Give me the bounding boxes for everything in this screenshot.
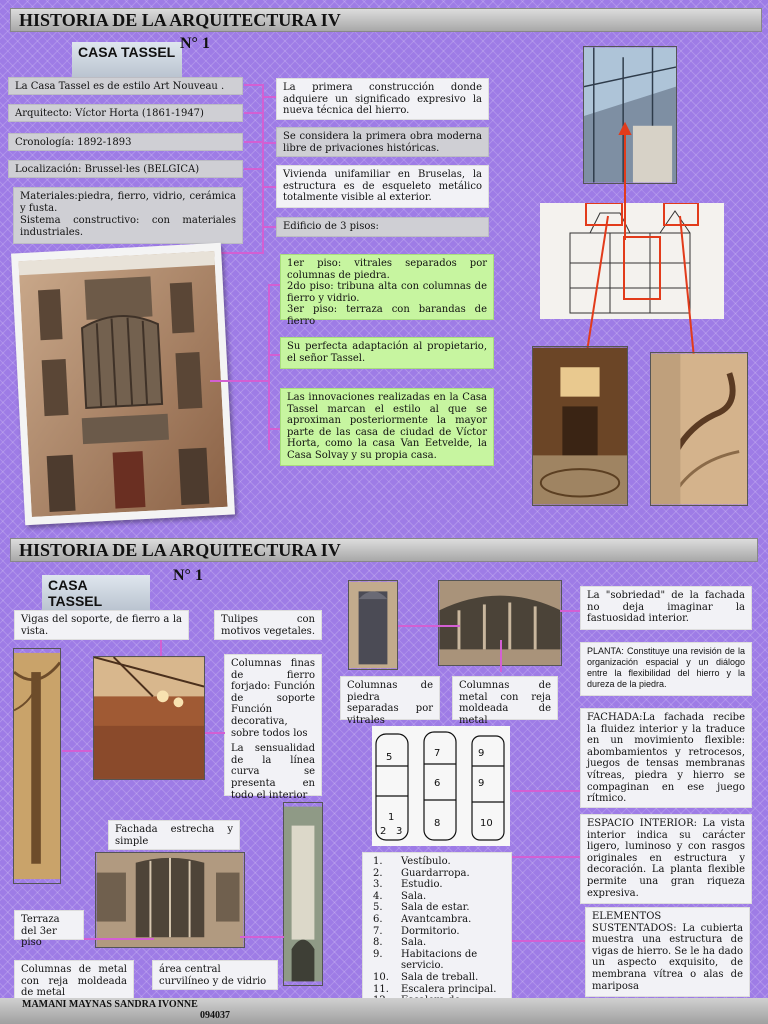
plan-number: 9: [478, 778, 485, 789]
style-item: La Casa Tassel es de estilo Art Nouveau .: [8, 77, 243, 95]
connector: [264, 226, 276, 228]
connector: [160, 640, 162, 656]
system-text: Sistema constructivo: con materiales industriales.: [20, 215, 236, 238]
room-item: [373, 926, 505, 938]
sensualidad-text: La sensualidad de la línea curva se presenta en todo el interior: [231, 743, 315, 801]
facade-photo-frame: [11, 243, 235, 526]
top-title-banner: [10, 8, 762, 32]
room-number: 7.: [373, 925, 383, 937]
chronology-item: Cronología: 1892-1893: [8, 133, 243, 151]
room-name: Escalera principal.: [401, 983, 497, 995]
room-name: Habitacions de servicio.: [401, 948, 478, 972]
room-item: [373, 914, 505, 926]
room-item: [373, 937, 505, 949]
hall-photo: [532, 346, 628, 506]
area-central-box: área central curvilíneo y de vidrio: [152, 960, 278, 990]
author-name: MAMANI MAYNAS SANDRA IVONNE: [22, 999, 198, 1010]
first-modern-box: Se considera la primera obra moderna libre de privaciones históricas.: [276, 127, 489, 157]
planta-box: PLANTA: Constituye una revisión de la organización espacial y un diálogo entre la flexibilidad del hierro y la dureza de la piedra.: [580, 642, 752, 696]
espacio-box: ESPACIO INTERIOR: La vista interior indica su carácter ligero, luminoso y con rasgos originales en estructura y decoración. La planta flexible permite una gran riqueza expresiva.: [580, 814, 752, 904]
vertical-facade-photo: [283, 802, 323, 986]
room-name: Sala de treball.: [401, 971, 479, 983]
room-name: Guardarropa.: [401, 867, 470, 879]
plan-number: 2: [380, 826, 387, 837]
vigas-box: Vigas del soporte, de fierro a la vista.: [14, 610, 189, 640]
single-family-box: Vivienda unifamiliar en Bruselas, la estructura es de esqueleto metálico totalmente visible al exterior.: [276, 165, 489, 208]
connector: [240, 936, 284, 938]
col-metal-reja-box: Columnas de metal con reja moldeada de metal: [14, 960, 134, 1002]
connector: [244, 84, 264, 86]
room-number: 10.: [373, 971, 389, 983]
top-number: N° 1: [180, 35, 210, 52]
connector: [205, 732, 225, 734]
connector: [84, 938, 154, 940]
columnas-finas-text: Columnas finas de fierro forjado: Función de soporte Función decorativa, sobre todos los: [231, 658, 315, 739]
connector: [512, 790, 580, 792]
rooms-list: [369, 856, 505, 1018]
connector: [244, 141, 264, 143]
room-name: Dormitorio.: [401, 925, 460, 937]
room-name: Avantcambra.: [401, 913, 472, 925]
room-name: Sala.: [401, 937, 427, 949]
plan-number: 8: [434, 818, 441, 829]
connector: [512, 940, 585, 942]
col-metal-box: Columnas de metal con reja moldeada de metal: [452, 676, 558, 720]
fachada-box: FACHADA:La fachada recibe la fluidez interior y la traduce en un movimiento flexible: abombamientos y retrocesos, juegos de tensas membranas vítreas, piedra y hierro se compaginan en ese juego rítmico.: [580, 708, 752, 808]
room-number: 5.: [373, 902, 383, 914]
plan-number: 10: [480, 818, 493, 829]
iron-column-photo: [13, 648, 61, 884]
connector: [500, 640, 502, 672]
room-item: [373, 972, 505, 984]
fachada-estrecha-box: Fachada estrecha y simple: [108, 820, 240, 850]
connector: [398, 625, 460, 627]
first-construction-box: La primera construcción donde adquiere un significado expresivo la nueva técnica del hierro.: [276, 78, 489, 120]
stone-column-photo: [348, 580, 398, 670]
connector: [264, 142, 276, 144]
room-name: Estudio.: [401, 879, 443, 891]
connector: [268, 284, 280, 286]
room-number: 6.: [373, 913, 383, 925]
top-casa-label: CASA TASSEL: [72, 42, 182, 78]
connector: [512, 856, 580, 858]
room-item: [373, 891, 505, 903]
room-name: Sala de estar.: [401, 902, 470, 914]
connector: [264, 186, 276, 188]
room-number: 4.: [373, 890, 383, 902]
floor-plans: [372, 726, 510, 846]
room-item: [373, 879, 505, 891]
floors-box: 1er piso: vitrales separados por columnas de piedra. 2do piso: tribuna alta con columnas de fierro y vidrio. 3er piso: terraza con barandas de fierro: [280, 254, 494, 320]
staircase-photo: [650, 352, 748, 506]
plan-number: 7: [434, 748, 441, 759]
adaptation-box: Su perfecta adaptación al propietario, el señor Tassel.: [280, 337, 494, 369]
bottom-casa-label: CASA TASSEL: [42, 575, 150, 611]
location-item: Localización: Brussel·les (BELGICA): [8, 160, 243, 178]
room-item: [373, 984, 505, 996]
connector: [210, 380, 268, 382]
materials-box: [13, 187, 243, 244]
bottom-title: HISTORIA DE LA ARQUITECTURA IV: [19, 540, 341, 560]
facade-photo: [18, 251, 227, 517]
plan-number: 6: [434, 778, 441, 789]
elementos-box: ELEMENTOS SUSTENTADOS: La cubierta muestra una estructura de vigas de hierro. Se le ha dado un aspecto exquisito, de membrana vítrea o alas de mariposa: [585, 907, 750, 997]
room-item: [373, 868, 505, 880]
connector: [268, 428, 280, 430]
connector: [62, 750, 92, 752]
bottom-title-banner: [10, 538, 758, 562]
architect-item: Arquitecto: Víctor Horta (1861-1947): [8, 104, 243, 122]
plan-number: 1: [388, 812, 395, 823]
connector: [268, 284, 270, 450]
materials-text: Materiales:piedra, fierro, vidrio, cerámica y fusta.: [20, 191, 236, 214]
col-piedra-box: Columnas de piedra separadas por vitrales: [340, 676, 440, 720]
connector: [560, 610, 580, 612]
room-number: 9.: [373, 948, 383, 960]
bay-window-photo: [95, 852, 245, 948]
annotation-arrows: [530, 120, 760, 370]
plan-number: 3: [396, 826, 403, 837]
connector: [244, 168, 264, 170]
terraza-box: Terraza del 3er piso: [14, 910, 84, 940]
room-number: 2.: [373, 867, 383, 879]
rooms-list-box: [362, 852, 512, 1004]
room-item: [373, 902, 505, 914]
room-number: 11.: [373, 983, 389, 995]
plan-number: 5: [386, 752, 393, 763]
room-name: Vestíbulo.: [401, 856, 451, 867]
room-number: 8.: [373, 937, 383, 949]
connector: [268, 354, 280, 356]
room-number: 3.: [373, 879, 383, 891]
room-item: [373, 949, 505, 972]
student-code: 094037: [200, 1010, 230, 1021]
bottom-number: N° 1: [173, 567, 203, 584]
room-item: [373, 856, 505, 868]
sobriedad-box: La "sobriedad" de la fachada no deja imaginar la fastuosidad interior.: [580, 586, 752, 630]
connector: [244, 112, 264, 114]
tulipes-box: Tulipes con motivos vegetales.: [214, 610, 322, 640]
room-name: Sala.: [401, 890, 427, 902]
columnas-finas-box: [224, 654, 322, 801]
connector: [264, 96, 276, 98]
floors-title: Edificio de 3 pisos:: [276, 217, 489, 237]
interior-photo: [93, 656, 205, 780]
top-title: HISTORIA DE LA ARQUITECTURA IV: [19, 10, 341, 30]
innovations-box: Las innovaciones realizadas en la Casa Tassel marcan el estilo al que se aproximan posteriormente la mayor parte de las casa de ciudad de Víctor Horta, como la casa Van Eetvelde, la Casa Solvay y su propia casa.: [280, 388, 494, 466]
plan-number: 9: [478, 748, 485, 759]
room-number: 1.: [373, 856, 383, 867]
